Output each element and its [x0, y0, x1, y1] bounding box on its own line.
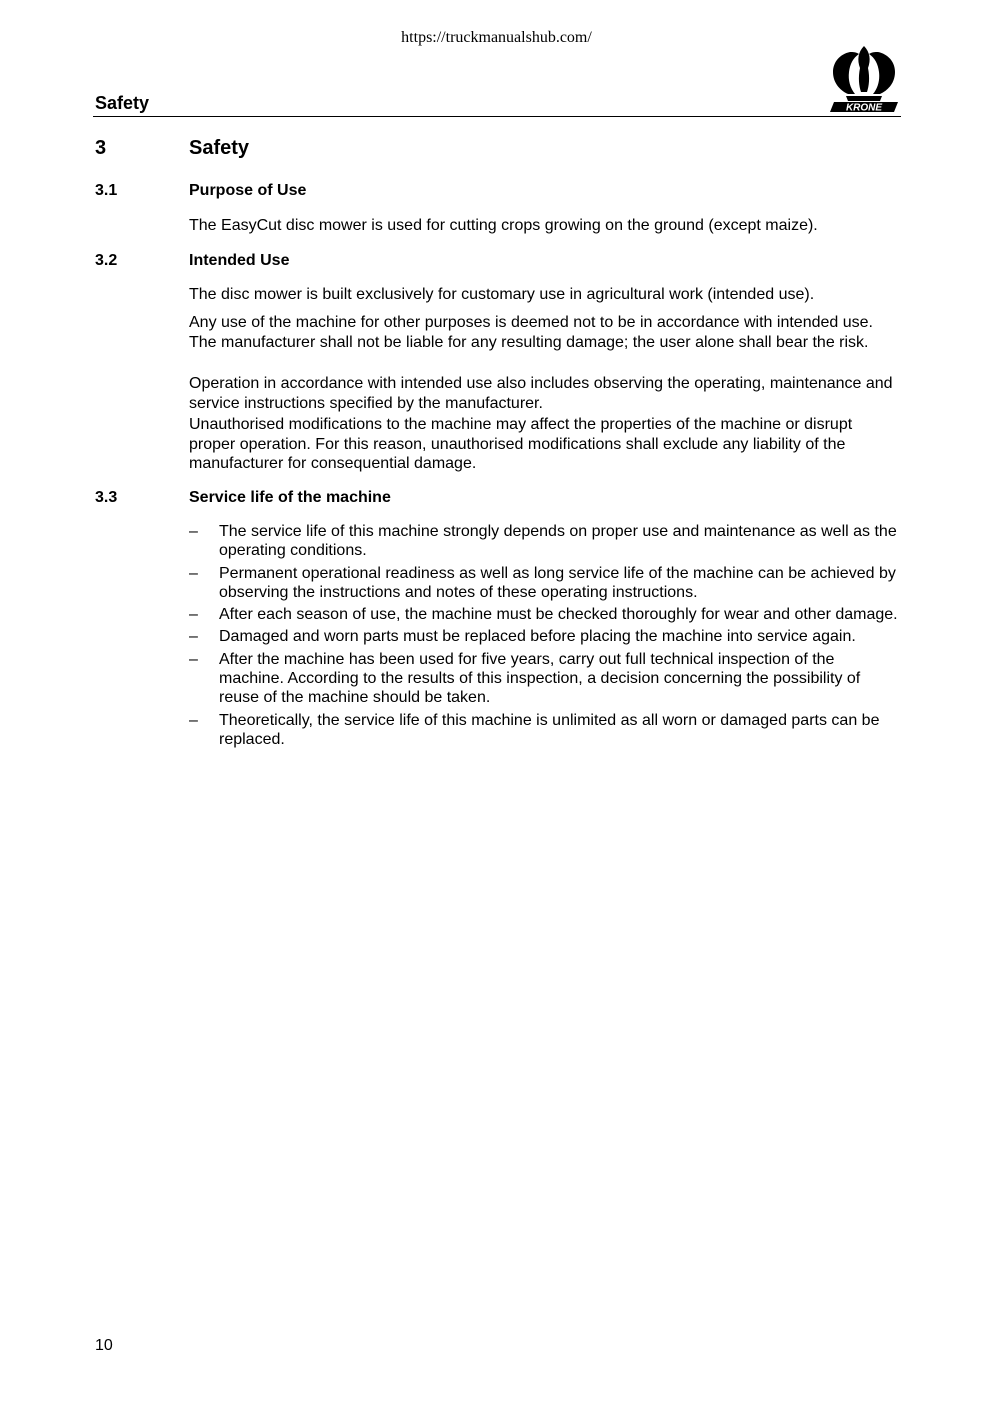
list-item [189, 605, 901, 624]
bullet-dash: – [189, 650, 198, 668]
page-number: 10 [95, 1337, 113, 1354]
paragraph: Operation in accordance with intended use also includes observing the operating, maintenance and service instructions specified by the manufacturer. [189, 375, 893, 412]
chapter-number: 3 [95, 137, 107, 159]
krone-logo [828, 42, 900, 114]
list-item-text: Theoretically, the service life of this machine is unlimited as all worn or damaged parts can be replaced. [219, 711, 880, 748]
list-item [189, 711, 901, 750]
paragraph: Any use of the machine for other purposes is deemed not to be in accordance with intended use. The manufacturer shall not be liable for any resulting damage; the user alone shall bear the risk. [189, 314, 873, 351]
list-item-text: Damaged and worn parts must be replaced before placing the machine into service again. [219, 628, 856, 646]
source-url: https://truckmanualshub.com/ [401, 29, 592, 46]
section-title: Purpose of Use [189, 182, 307, 199]
bullet-dash: – [189, 564, 198, 582]
paragraph: The EasyCut disc mower is used for cutting crops growing on the ground (except maize). [189, 217, 818, 234]
section-title: Intended Use [189, 252, 290, 269]
bullet-dash: – [189, 628, 198, 646]
bullet-dash: – [189, 523, 198, 540]
krone-logo-text: KRONE [845, 102, 883, 114]
list-item-text: After the machine has been used for five years, carry out full technical inspection of the machine. According to the results of this inspection, a decision concerning the possibility of reuse of the machine should be taken. [219, 650, 861, 707]
list-item-text: The service life of this machine strongly depends on proper use and maintenance as well as the operating conditions. [219, 523, 897, 560]
list-item [189, 564, 901, 603]
list-item [189, 522, 901, 561]
section-number: 3.2 [95, 252, 118, 269]
header-rule [93, 116, 901, 117]
list-item-text: Permanent operational readiness as well as long service life of the machine can be achieved by observing the instructions and notes of these operating instructions. [219, 564, 896, 601]
bullet-dash: – [189, 606, 198, 624]
section-number: 3.3 [95, 489, 118, 506]
bullet-dash: – [189, 711, 198, 729]
section-number: 3.1 [95, 182, 118, 199]
list-item [189, 650, 901, 708]
list-item-text: After each season of use, the machine must be checked thoroughly for wear and other damage. [219, 606, 898, 624]
service-life-list [189, 522, 901, 752]
section-title: Service life of the machine [189, 489, 391, 506]
list-item [189, 627, 901, 646]
paragraph: The disc mower is built exclusively for customary use in agricultural work (intended use). [189, 286, 815, 303]
running-header: Safety [95, 93, 150, 113]
krone-crown-logo-icon [828, 42, 900, 114]
chapter-title: Safety [189, 137, 250, 159]
paragraph: Unauthorised modifications to the machine may affect the properties of the machine or disrupt proper operation. For this reason, unauthorised modifications shall exclude any liability of the manufacturer for consequential damage. [189, 416, 853, 472]
